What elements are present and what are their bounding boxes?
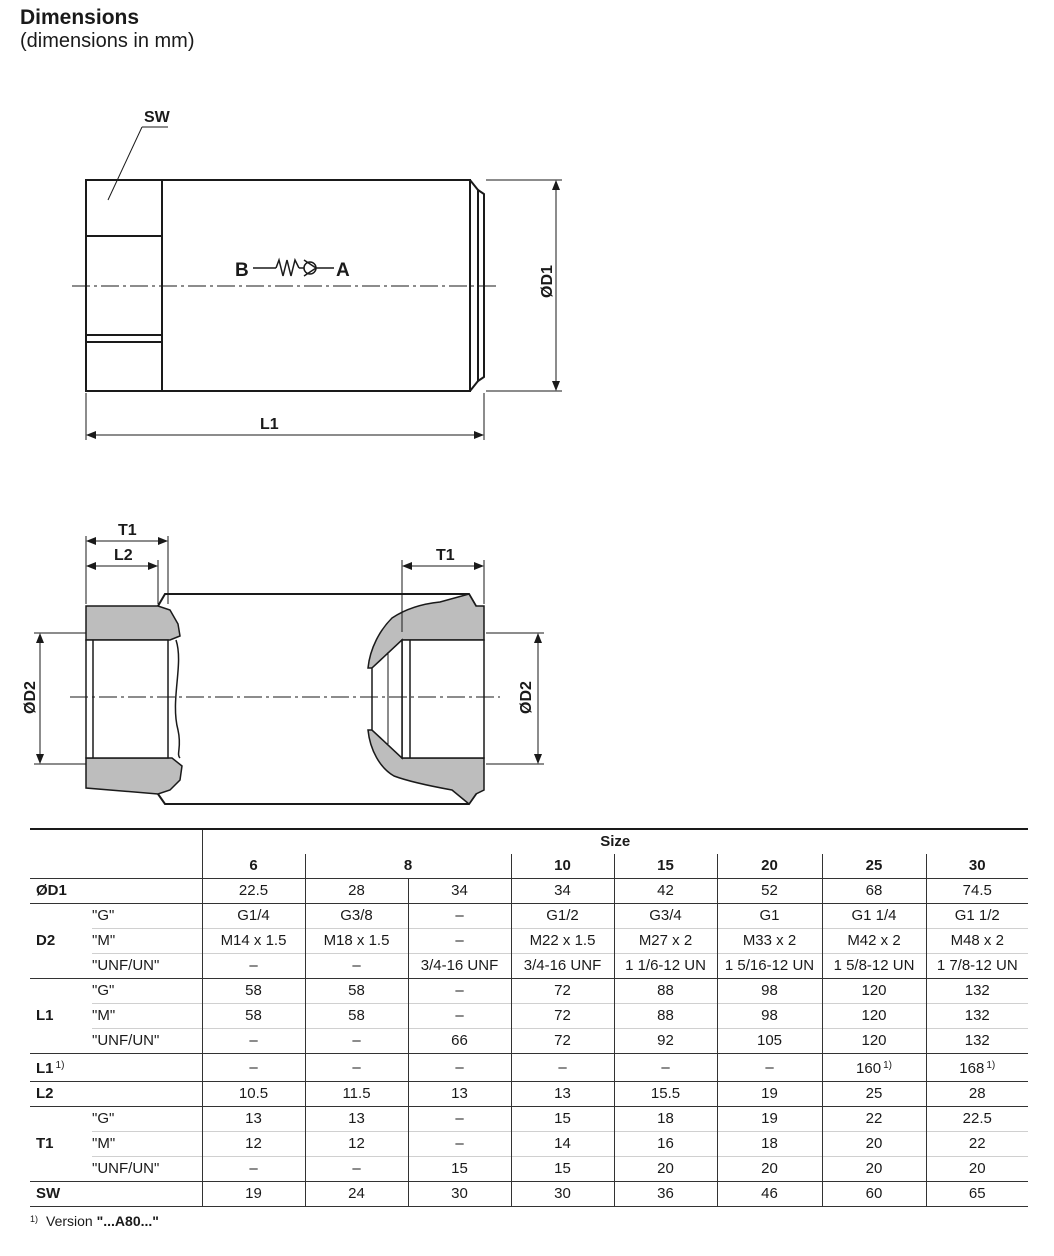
cell: 28 <box>926 1082 1028 1107</box>
cell: 68 <box>822 879 926 904</box>
cell: 72 <box>511 1029 614 1054</box>
page-title: Dimensions <box>20 6 140 29</box>
table-row <box>30 1107 1028 1132</box>
cell: – <box>717 1054 822 1082</box>
table-row <box>30 904 1028 929</box>
cell: 98 <box>717 979 822 1004</box>
cell: M33 x 2 <box>717 929 822 954</box>
cell: 34 <box>408 879 511 904</box>
cell: 19 <box>717 1107 822 1132</box>
t1-right-label: T1 <box>436 547 455 564</box>
check-valve-symbol <box>253 260 334 276</box>
cell: 120 <box>822 1004 926 1029</box>
size-values-row <box>30 854 1028 879</box>
cell: 132 <box>926 1029 1028 1054</box>
valve-body-section <box>86 594 484 804</box>
port-a-label: A <box>336 260 350 281</box>
cell: G1/4 <box>202 904 305 929</box>
cell: G3/4 <box>614 904 717 929</box>
row-label-l1: L1 <box>30 979 92 1054</box>
row-label-t1: T1 <box>30 1107 92 1182</box>
l2-label: L2 <box>114 547 133 564</box>
row-sublabel: "M" <box>92 1132 202 1157</box>
cell: 72 <box>511 1004 614 1029</box>
cell: G3/8 <box>305 904 408 929</box>
cell: 12 <box>305 1132 408 1157</box>
table-row <box>30 1004 1028 1029</box>
cell: 12 <box>202 1132 305 1157</box>
cell: 13 <box>305 1107 408 1132</box>
cell: 3/4-16 UNF <box>511 954 614 979</box>
cell: 120 <box>822 1029 926 1054</box>
row-label-sw: SW <box>30 1182 202 1207</box>
cell: 74.5 <box>926 879 1028 904</box>
cell: – <box>202 1054 305 1082</box>
table-row <box>30 929 1028 954</box>
cell: G1 <box>717 904 822 929</box>
cell: M18 x 1.5 <box>305 929 408 954</box>
cell: 72 <box>511 979 614 1004</box>
cell: 1 7/8-12 UN <box>926 954 1028 979</box>
cell: – <box>202 1157 305 1182</box>
cell: – <box>408 1132 511 1157</box>
cell: 92 <box>614 1029 717 1054</box>
page-subtitle: (dimensions in mm) <box>20 30 195 52</box>
cell: 105 <box>717 1029 822 1054</box>
table-row <box>30 1157 1028 1182</box>
cell: 20 <box>717 1157 822 1182</box>
row-sublabel: "UNF/UN" <box>92 1157 202 1182</box>
cell: M14 x 1.5 <box>202 929 305 954</box>
cell: 22 <box>926 1132 1028 1157</box>
cell: M48 x 2 <box>926 929 1028 954</box>
cell: – <box>408 1054 511 1082</box>
cell: 58 <box>305 1004 408 1029</box>
cell: 22 <box>822 1107 926 1132</box>
cell: – <box>305 954 408 979</box>
cell: – <box>305 1054 408 1082</box>
cell: 52 <box>717 879 822 904</box>
cell: 28 <box>305 879 408 904</box>
port-b-label: B <box>235 260 249 281</box>
cell: – <box>305 1157 408 1182</box>
sw-label: SW <box>144 109 170 126</box>
cell: 36 <box>614 1182 717 1207</box>
cell: 1 5/16-12 UN <box>717 954 822 979</box>
cell: 20 <box>614 1157 717 1182</box>
cell: M22 x 1.5 <box>511 929 614 954</box>
cell: 46 <box>717 1182 822 1207</box>
l1-label: L1 <box>260 416 279 433</box>
row-label-l1-a80: L1 $^{1)}$ <box>30 1054 202 1082</box>
table-row <box>30 1054 1028 1082</box>
cell: 98 <box>717 1004 822 1029</box>
cell: 30 <box>511 1182 614 1207</box>
cell: 20 <box>822 1157 926 1182</box>
cell: 34 <box>511 879 614 904</box>
row-sublabel: "M" <box>92 929 202 954</box>
cell: 24 <box>305 1182 408 1207</box>
row-sublabel: "UNF/UN" <box>92 1029 202 1054</box>
row-label-d1: ØD1 <box>30 879 202 904</box>
row-sublabel: "G" <box>92 904 202 929</box>
table-row <box>30 1082 1028 1107</box>
cell: 168 $^{1)}$ <box>926 1054 1028 1082</box>
size-15: 15 <box>614 854 717 879</box>
cell: – <box>408 979 511 1004</box>
cell: M27 x 2 <box>614 929 717 954</box>
cell: 11.5 <box>305 1082 408 1107</box>
cell: 58 <box>202 979 305 1004</box>
cell: 58 <box>305 979 408 1004</box>
size-25: 25 <box>822 854 926 879</box>
cell: 16 <box>614 1132 717 1157</box>
cell: 132 <box>926 1004 1028 1029</box>
cell: 15 <box>511 1157 614 1182</box>
cell: 13 <box>202 1107 305 1132</box>
cell: 42 <box>614 879 717 904</box>
t1-left-label: T1 <box>118 522 137 539</box>
cell: G1/2 <box>511 904 614 929</box>
cell: 25 <box>822 1082 926 1107</box>
cell: G1 1/4 <box>822 904 926 929</box>
row-sublabel: "G" <box>92 979 202 1004</box>
cell: 132 <box>926 979 1028 1004</box>
d2-left-label: ØD2 <box>22 681 39 714</box>
cell: – <box>511 1054 614 1082</box>
cell: 14 <box>511 1132 614 1157</box>
row-sublabel: "G" <box>92 1107 202 1132</box>
cell: 30 <box>408 1182 511 1207</box>
cell: – <box>408 1004 511 1029</box>
cell: 19 <box>717 1082 822 1107</box>
cell: 1 1/6-12 UN <box>614 954 717 979</box>
cell: 120 <box>822 979 926 1004</box>
cell: 20 <box>926 1157 1028 1182</box>
table-row <box>30 1029 1028 1054</box>
row-label-d2: D2 <box>30 904 92 979</box>
sw-leader <box>108 127 142 200</box>
size-10: 10 <box>511 854 614 879</box>
cell: 15 <box>511 1107 614 1132</box>
cell: – <box>408 929 511 954</box>
dimensions-table <box>30 828 1028 1207</box>
cell: 60 <box>822 1182 926 1207</box>
table-row <box>30 979 1028 1004</box>
cell: 13 <box>511 1082 614 1107</box>
size-20: 20 <box>717 854 822 879</box>
size-6: 6 <box>202 854 305 879</box>
cell: – <box>305 1029 408 1054</box>
cell: 15.5 <box>614 1082 717 1107</box>
cell: G1 1/2 <box>926 904 1028 929</box>
cell: – <box>614 1054 717 1082</box>
cell: 20 <box>822 1132 926 1157</box>
table-row <box>30 879 1028 904</box>
row-sublabel: "M" <box>92 1004 202 1029</box>
cell: – <box>202 954 305 979</box>
cell: M42 x 2 <box>822 929 926 954</box>
size-header-row <box>30 829 1028 854</box>
cell: 88 <box>614 979 717 1004</box>
cell: 65 <box>926 1182 1028 1207</box>
cell: 22.5 <box>202 879 305 904</box>
cell: 10.5 <box>202 1082 305 1107</box>
cell: 13 <box>408 1082 511 1107</box>
cell: 15 <box>408 1157 511 1182</box>
cell: 58 <box>202 1004 305 1029</box>
cell: 88 <box>614 1004 717 1029</box>
cell: 18 <box>717 1132 822 1157</box>
cell: 19 <box>202 1182 305 1207</box>
cell: – <box>408 904 511 929</box>
cell: 22.5 <box>926 1107 1028 1132</box>
table-row <box>30 1132 1028 1157</box>
d2-right-label: ØD2 <box>518 681 535 714</box>
cell: 66 <box>408 1029 511 1054</box>
cell: 1 5/8-12 UN <box>822 954 926 979</box>
d1-label: ØD1 <box>539 265 556 298</box>
row-sublabel: "UNF/UN" <box>92 954 202 979</box>
table-row <box>30 1182 1028 1207</box>
cell: 3/4-16 UNF <box>408 954 511 979</box>
cell: 160 $^{1)}$ <box>822 1054 926 1082</box>
size-30: 30 <box>926 854 1028 879</box>
table-row <box>30 954 1028 979</box>
cell: – <box>202 1029 305 1054</box>
cell: 18 <box>614 1107 717 1132</box>
cell: – <box>408 1107 511 1132</box>
footnote: $^{1)}$ Version "...A80..." <box>30 1213 159 1229</box>
size-header: Size <box>202 829 1028 854</box>
row-label-l2: L2 <box>30 1082 202 1107</box>
size-8: 8 <box>305 854 511 879</box>
